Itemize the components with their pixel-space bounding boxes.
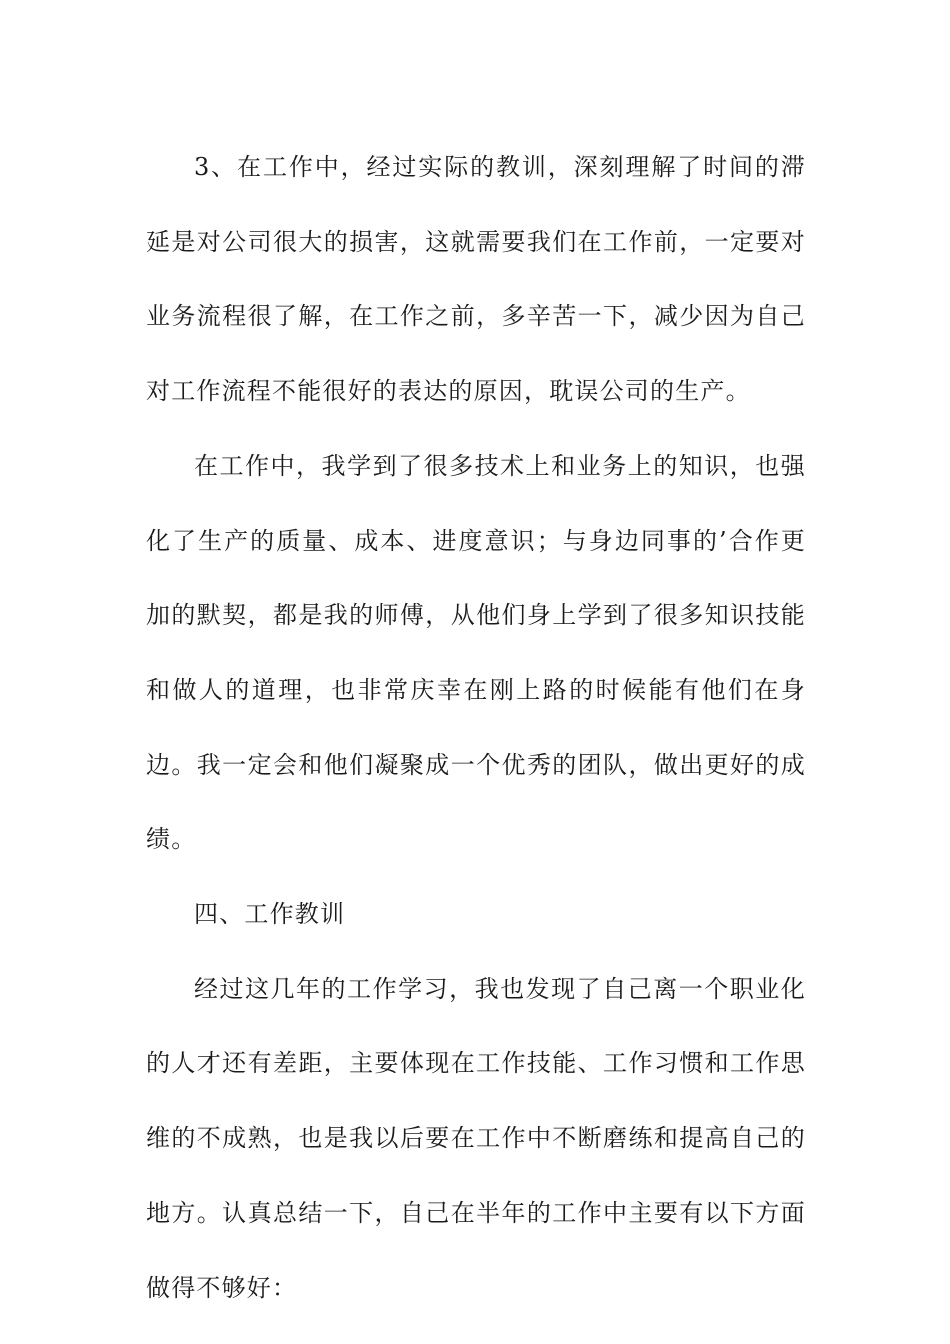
paragraph-self-assessment: 经过这几年的工作学习，我也发现了自己离一个职业化的人才还有差距，主要体现在工作技能、工作习惯和工作思维的不成熟，也是我以后要在工作中不断磨练和提高自己的地方。认真总结一下，自己在半年的工作中主要有以下方面做得不够好： xyxy=(146,974,806,1302)
document-body xyxy=(146,130,806,1325)
paragraph-knowledge-gained: 在工作中，我学到了很多技术上和业务上的知识，也强化了生产的质量、成本、进度意识；与身边同事的’合作更加的默契，都是我的师傅，从他们身上学到了很多知识技能和做人的道理，也非常庆幸在刚上路的时候能有他们在身边。我一定会和他们凝聚成一个优秀的团队，做出更好的成绩。 xyxy=(146,451,806,854)
paragraph-time-delay-lesson: 3、在工作中，经过实际的教训，深刻理解了时间的滞延是对公司很大的损害，这就需要我们在工作前，一定要对业务流程很了解，在工作之前，多辛苦一下，减少因为自己对工作流程不能很好的表达的原因，耽误公司的生产。 xyxy=(146,153,806,406)
section-heading-work-lessons: 四、工作教训 xyxy=(194,900,346,929)
